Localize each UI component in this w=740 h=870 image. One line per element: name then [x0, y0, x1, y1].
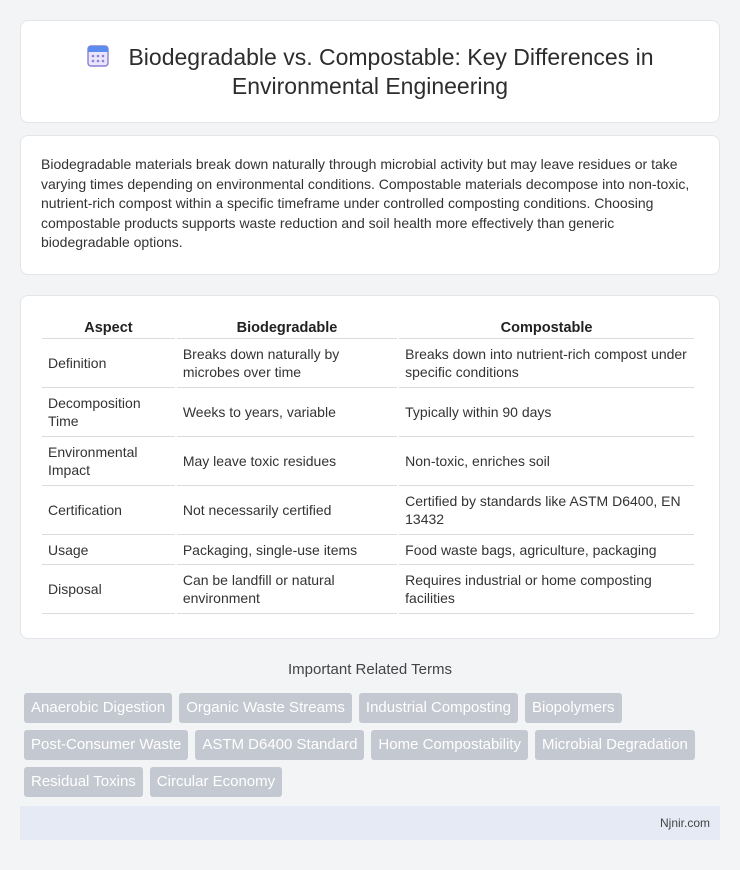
- row-biodegradable: Breaks down naturally by microbes over time: [177, 339, 397, 388]
- intro-card: [20, 135, 720, 275]
- page-title: Biodegradable vs. Compostable: Key Differences in Environmental Engineering: [128, 43, 654, 99]
- tag-industrial-composting[interactable]: Industrial Composting: [359, 693, 518, 723]
- row-biodegradable: May leave toxic residues: [177, 437, 397, 486]
- footer: [20, 806, 720, 840]
- table-row: [42, 339, 694, 388]
- table-row: [42, 535, 694, 565]
- row-compostable: Requires industrial or home composting facilities: [399, 565, 694, 614]
- tag-biopolymers[interactable]: Biopolymers: [525, 693, 622, 723]
- row-aspect: Certification: [42, 486, 175, 535]
- row-compostable: Breaks down into nutrient-rich compost under specific conditions: [399, 339, 694, 388]
- title-card: [20, 20, 720, 123]
- table-row: [42, 486, 694, 535]
- row-biodegradable: Weeks to years, variable: [177, 388, 397, 437]
- row-compostable: Typically within 90 days: [399, 388, 694, 437]
- header-biodegradable: Biodegradable: [177, 318, 397, 339]
- table-row: [42, 437, 694, 486]
- intro-text: Biodegradable materials break down naturally through microbial activity but may leave residues or take varying times depending on environmental conditions. Compostable materials decompose into non-toxic, nutrient-rich compost within a specific timeframe under controlled composting conditions. Choosing compostable products supports waste reduction and soil health more effectively than generic biodegradable options.: [41, 156, 690, 250]
- row-biodegradable: Packaging, single-use items: [177, 535, 397, 565]
- tag-anaerobic-digestion[interactable]: Anaerobic Digestion: [24, 693, 172, 723]
- page-title-wrap: [61, 43, 679, 101]
- row-biodegradable: Can be landfill or natural environment: [177, 565, 397, 614]
- comparison-table: [40, 318, 696, 614]
- tag-astm-d6400-standard[interactable]: ASTM D6400 Standard: [195, 730, 364, 760]
- comparison-card: [20, 295, 720, 639]
- tag-post-consumer-waste[interactable]: Post-Consumer Waste: [24, 730, 188, 760]
- related-terms-list: [24, 693, 720, 797]
- table-row: [42, 388, 694, 437]
- row-compostable: Non-toxic, enriches soil: [399, 437, 694, 486]
- tag-home-compostability[interactable]: Home Compostability: [371, 730, 528, 760]
- row-aspect: Usage: [42, 535, 175, 565]
- row-compostable: Food waste bags, agriculture, packaging: [399, 535, 694, 565]
- header-aspect: Aspect: [42, 318, 175, 339]
- footer-site[interactable]: Njnir.com: [659, 816, 710, 830]
- table-header-row: [42, 318, 694, 339]
- tag-circular-economy[interactable]: Circular Economy: [150, 767, 282, 797]
- header-compostable: Compostable: [399, 318, 694, 339]
- row-aspect: Disposal: [42, 565, 175, 614]
- row-aspect: Definition: [42, 339, 175, 388]
- row-aspect: Environmental Impact: [42, 437, 175, 486]
- table-row: [42, 565, 694, 614]
- row-compostable: Certified by standards like ASTM D6400, EN 13432: [399, 486, 694, 535]
- tag-microbial-degradation[interactable]: Microbial Degradation: [535, 730, 695, 760]
- calendar-icon: [86, 44, 110, 68]
- row-aspect: Decomposition Time: [42, 388, 175, 437]
- related-terms-title: Important Related Terms: [288, 661, 452, 678]
- tag-residual-toxins[interactable]: Residual Toxins: [24, 767, 143, 797]
- row-biodegradable: Not necessarily certified: [177, 486, 397, 535]
- tag-organic-waste-streams[interactable]: Organic Waste Streams: [179, 693, 352, 723]
